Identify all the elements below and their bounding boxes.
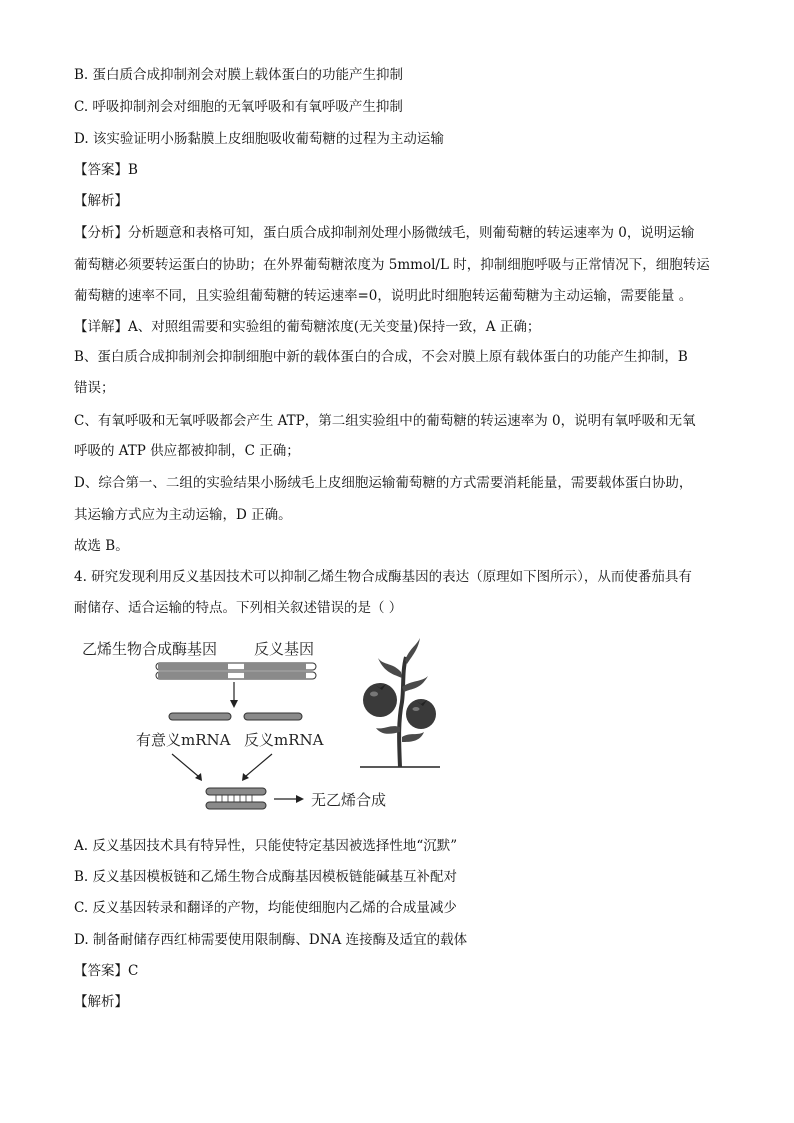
q3-detail-line5: 呼吸的 ATP 供应都被抑制，C 正确； [74,443,300,459]
leaf-right-lower [402,732,424,742]
q3-option-c: C. 呼吸抑制剂会对细胞的无氧呼吸和有氧呼吸产生抑制 [74,99,403,115]
q3-analysis-header: 【解析】 [74,193,128,209]
q4-option-d: D. 制备耐储存西红柿需要使用限制酶、DNA 连接酶及适宜的载体 [74,932,468,948]
tomato-right-highlight [413,707,420,711]
q4-answer: 【答案】C [74,963,139,979]
q3-option-d: D. 该实验证明小肠黏膜上皮细胞吸收葡萄糖的过程为主动运输 [74,131,444,147]
tomato-left-highlight [370,692,378,697]
dna-double-strand [156,663,316,679]
label-ethylene-gene: 乙烯生物合成酶基因 [82,640,218,658]
leaf-right-upper [402,676,428,692]
arrow-pairing-right [242,754,272,781]
tomato-right [406,699,436,729]
q3-detail-line7: 其运输方式应为主动运输，D 正确。 [74,507,292,523]
q3-conclusion: 故选 B。 [74,538,129,554]
q3-detail-line3: 错误； [74,380,115,396]
q3-analysis-line1: 【分析】分析题意和表格可知，蛋白质合成抑制剂处理小肠微绒毛，则葡萄糖的转运速率为 0，说明运输 [74,225,695,241]
q4-analysis-header: 【解析】 [74,994,128,1010]
q4-stem-line1: 4. 研究发现利用反义基因技术可以抑制乙烯生物合成酶基因的表达（原理如下图所示），从而使番茄具有 [74,569,692,585]
q4-stem-line2: 耐储存、适合运输的特点。下列相关叙述错误的是（ ） [74,600,403,616]
label-antisense-mrna: 反义mRNA [244,731,324,749]
q3-analysis-line2: 葡萄糖必须要转运蛋白的协助；在外界葡萄糖浓度为 5mmol/L 时，抑制细胞呼吸与正常情况下，细胞转运 [74,257,710,273]
arrow-result [274,795,304,803]
arrow-transcription [230,682,238,708]
leaf-left-lower [376,726,400,734]
q3-detail-line4: C、有氧呼吸和无氧呼吸都会产生 ATP，第二组实验组中的葡萄糖的转运速率为 0，说明有氧呼吸和无氧 [74,413,696,429]
q3-answer: 【答案】B [74,162,138,178]
leaf-left-upper [378,658,402,678]
tomato-plant-image [350,632,450,772]
label-sense-mrna: 有意义mRNA [136,731,231,749]
rna-duplex [206,788,266,809]
label-antisense-gene: 反义基因 [254,640,315,658]
q3-option-b: B. 蛋白质合成抑制剂会对膜上载体蛋白的功能产生抑制 [74,67,404,83]
q3-detail-line1: 【详解】A、对照组需要和实验组的葡萄糖浓度(无关变量)保持一致，A 正确； [74,319,541,335]
antisense-mrna-strand [244,713,302,720]
q3-analysis-line3: 葡萄糖的速率不同，且实验组葡萄糖的转运速率=0，说明此时细胞转运葡萄糖为主动运输，需要能量 。 [74,288,693,304]
q4-option-b: B. 反义基因模板链和乙烯生物合成酶基因模板链能碱基互补配对 [74,869,458,885]
arrow-pairing-left [172,754,202,781]
q3-detail-line2: B、蛋白质合成抑制剂会抑制细胞中新的载体蛋白的合成，不会对膜上原有载体蛋白的功能产生抑制，B [74,349,688,365]
leaf-top [405,638,420,664]
label-no-ethylene: 无乙烯合成 [311,791,387,809]
sense-mrna-strand [169,713,231,720]
q3-detail-line6: D、综合第一、二组的实验结果小肠绒毛上皮细胞运输葡萄糖的方式需要消耗能量，需要载体蛋白协助， [74,475,693,491]
q4-option-c: C. 反义基因转录和翻译的产物，均能使细胞内乙烯的合成量减少 [74,900,457,916]
q4-option-a: A. 反义基因技术具有特异性，只能使特定基因被选择性地“沉默” [74,838,458,854]
